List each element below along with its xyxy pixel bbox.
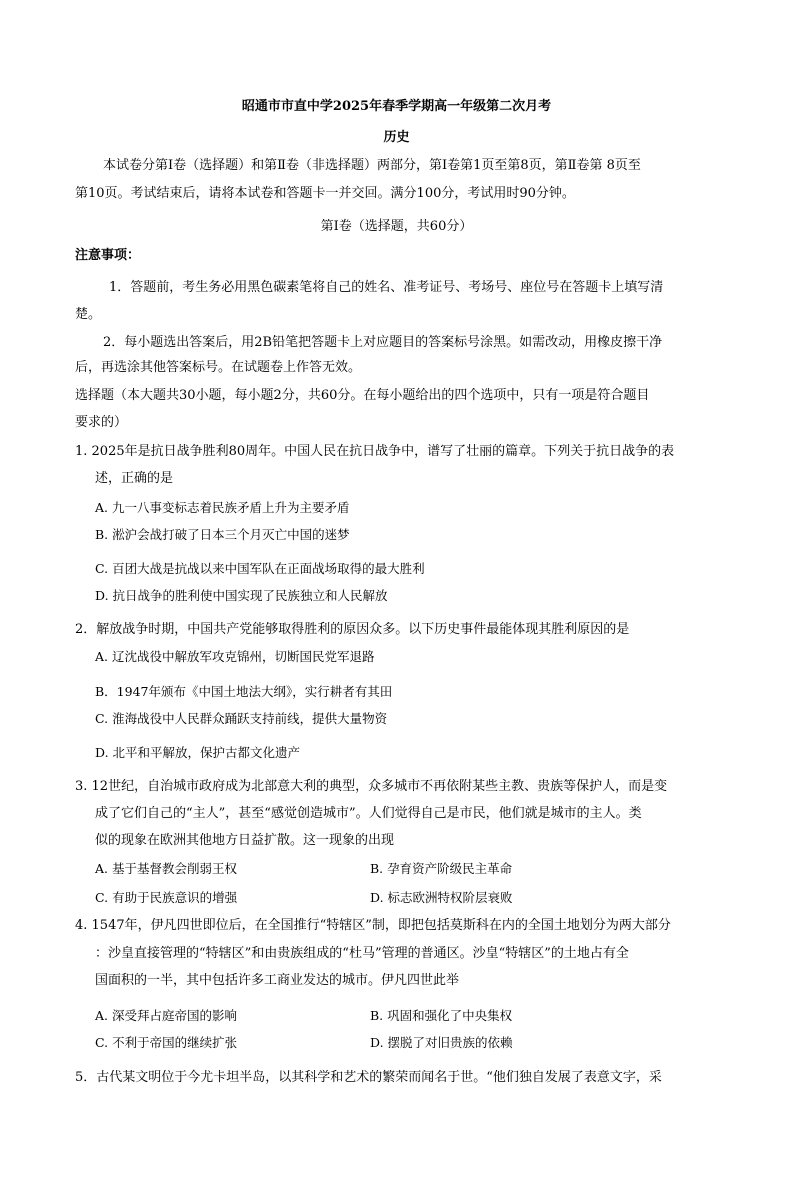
question-3-stem-line-1: 3. 12世纪，自治城市政府成为北部意大利的典型，众多城市不再依附某些主教、贵族等保护人，而是变 [75, 779, 668, 794]
question-5-stem-line-1: 5．古代某文明位于今尤卡坦半岛，以其科学和艺术的繁荣而闻名于世。“他们独自发展了表意文字，采 [75, 1070, 662, 1085]
question-2-option-c: C. 淮海战役中人民群众踊跃支持前线，提供大量物资 [95, 711, 388, 726]
question-4-option-b: B. 巩固和强化了中央集权 [370, 1008, 513, 1023]
question-3-option-c: C. 有助于民族意识的增强 [95, 890, 238, 905]
question-4-option-a: A. 深受拜占庭帝国的影响 [95, 1008, 237, 1023]
question-4-stem-line-3: 国面积的一半，其中包括许多工商业发达的城市。伊凡四世此举 [95, 973, 460, 988]
question-1-stem-line-1: 1. 2025年是抗日战争胜利80周年。中国人民在抗日战争中，谱写了壮丽的篇章。下列关于抗日战争的表 [75, 444, 675, 459]
question-2-option-b: B．1947年颁布《中国土地法大纲》，实行耕者有其田 [95, 684, 393, 699]
question-2-option-d: D. 北平和平解放，保护古都文化遗产 [95, 745, 301, 760]
question-3-stem-line-3: 似的现象在欧洲其他地方日益扩散。这一现象的出现 [95, 833, 395, 848]
question-1-stem-line-2: 述，正确的是 [95, 471, 174, 486]
notice-1-line-2: 楚。 [75, 307, 102, 322]
question-3-option-a: A. 基于基督教会削弱王权 [95, 861, 237, 876]
question-3-stem-line-2: 成了它们自己的“主人”，甚至“感觉创造城市”。人们觉得自己是市民，他们就是城市的主人。类 [95, 806, 642, 821]
section-intro-line-1: 选择题（本大题共30小题，每小题2分，共60分。在每小题给出的四个选项中，只有一项是符合题目 [75, 388, 650, 403]
section-intro-line-2: 要求的） [75, 415, 128, 430]
question-3-option-d: D. 标志欧洲特权阶层衰败 [370, 890, 513, 905]
question-4-stem-line-2: ：沙皇直接管理的“特辖区”和由贵族组成的“杜马”管理的普通区。沙皇“特辖区”的土地占有全 [95, 946, 629, 961]
question-1-option-c: C. 百团大战是抗战以来中国军队在正面战场取得的最大胜利 [95, 561, 425, 576]
part1-heading: 第Ⅰ卷（选择题，共60分） [320, 219, 473, 234]
subject-heading: 历史 [383, 130, 410, 145]
question-4-option-c: C. 不利于帝国的继续扩张 [95, 1035, 238, 1050]
intro-line-2: 第10页。考试结束后，请将本试卷和答题卡一并交回。满分100分，考试用时90分钟。 [75, 186, 575, 201]
intro-line-1: 本试卷分第Ⅰ卷（选择题）和第Ⅱ卷（非选择题）两部分，第Ⅰ卷第1页至第8页，第Ⅱ卷第 8页至 [103, 158, 641, 173]
question-4-stem-line-1: 4. 1547年，伊凡四世即位后，在全国推行“特辖区”制，即把包括莫斯科在内的全国土地划分为两大部分 [75, 918, 671, 933]
question-2-option-a: A. 辽沈战役中解放军攻克锦州，切断国民党军退路 [95, 649, 375, 664]
notice-heading: 注意事项： [75, 248, 141, 263]
notice-1-line-1: 1．答题前，考生务必用黑色碳素笔将自己的姓名、准考证号、考场号、座位号在答题卡上填写清 [109, 280, 664, 295]
notice-2-line-2: 后，再选涂其他答案标号。在试题卷上作答无效。 [75, 360, 362, 375]
question-2-stem-line-1: 2．解放战争时期，中国共产党能够取得胜利的原因众多。以下历史事件最能体现其胜利原因的是 [75, 622, 630, 637]
question-1-option-a: A. 九一八事变标志着民族矛盾上升为主要矛盾 [95, 500, 350, 515]
question-4-option-d: D. 摆脱了对旧贵族的依赖 [370, 1035, 513, 1050]
exam-title: 昭通市市直中学2025年春季学期高一年级第二次月考 [241, 99, 552, 114]
question-1-option-b: B. 淞沪会战打破了日本三个月灭亡中国的迷梦 [95, 527, 350, 542]
question-3-option-b: B. 孕育资产阶级民主革命 [370, 861, 513, 876]
question-1-option-d: D. 抗日战争的胜利使中国实现了民族独立和人民解放 [95, 588, 388, 603]
notice-2-line-1: 2．每小题选出答案后，用2B铅笔把答题卡上对应题目的答案标号涂黑。如需改动，用橡皮擦干净 [103, 335, 663, 350]
